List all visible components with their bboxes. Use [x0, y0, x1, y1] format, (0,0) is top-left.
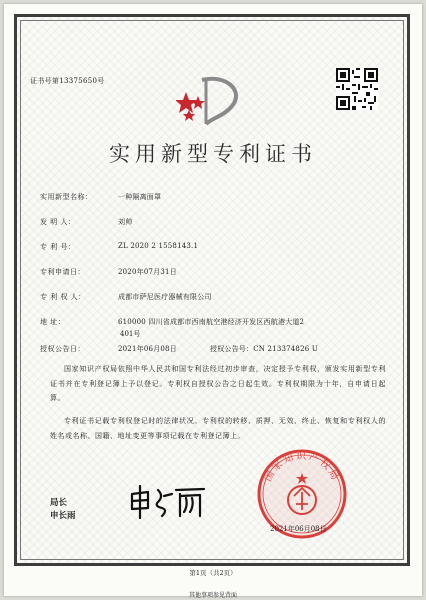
body-paragraph-1: 国家知识产权局依照中华人民共和国专利法经过初步审查，决定授予专利权，颁发实用新型专利证书并在专利登记簿上予以登记。专利权自授权公告之日起生效。专利权期限为十年，自申请日起算。: [50, 365, 386, 402]
signature-labels: [50, 497, 76, 523]
field-value-patent-number: ZL 2020 2 1558143.1: [118, 242, 199, 250]
field-value-publication-number: 授权公告号：CN 213374826 U: [210, 345, 318, 353]
field-label-filing-date: 专利申请日：: [40, 268, 85, 276]
field-value-address: 610000 四川省成都市西南航空港经济开发区西航港大道2: [118, 318, 305, 326]
field-label-grant-date: 授权公告日：: [40, 345, 85, 353]
signatory-title: 局长: [50, 498, 68, 508]
field-value-address-line2: 401号: [120, 330, 141, 338]
seal-text: 国家知识产权局: [262, 450, 342, 484]
field-value-design-name: 一种隔离面罩: [118, 193, 162, 201]
seal-date: 2021年06月08日: [270, 525, 327, 533]
qr-code-icon: [336, 68, 378, 110]
footer-note: 其他事项参见背面: [188, 592, 237, 599]
field-value-inventor: 刘帅: [118, 218, 133, 226]
field-label-design-name: 实用新型名称：: [40, 193, 93, 201]
field-value-filing-date: 2020年07月31日: [118, 268, 177, 276]
field-label-address: 地 址：: [40, 318, 66, 326]
page-title: 实用新型专利证书: [109, 142, 317, 166]
certificate-number: 证书号第13375650号: [30, 77, 105, 85]
field-label-inventor: 发 明 人：: [40, 218, 76, 226]
page-number: 第1页（共2页）: [189, 569, 237, 577]
field-value-grant-date: 2021年06月08日: [118, 345, 177, 353]
cnipa-logo-icon: [176, 74, 246, 129]
handwritten-signature-icon: [128, 482, 208, 522]
body-paragraph-2: 专利证书记载专利权登记时的法律状况。专利权的转移、质押、无效、终止、恢复和专利权人的姓名或名称、国籍、地址变更等事项记载在专利登记簿上。: [50, 417, 386, 440]
field-label-patentee: 专 利 权 人：: [40, 293, 86, 301]
field-label-patent-number: 专 利 号：: [40, 243, 76, 251]
signatory-name: 申长雨: [50, 511, 76, 521]
certificate-page: [4, 4, 422, 599]
field-value-patentee: 成都市萨尼医疗器械有限公司: [118, 293, 212, 301]
